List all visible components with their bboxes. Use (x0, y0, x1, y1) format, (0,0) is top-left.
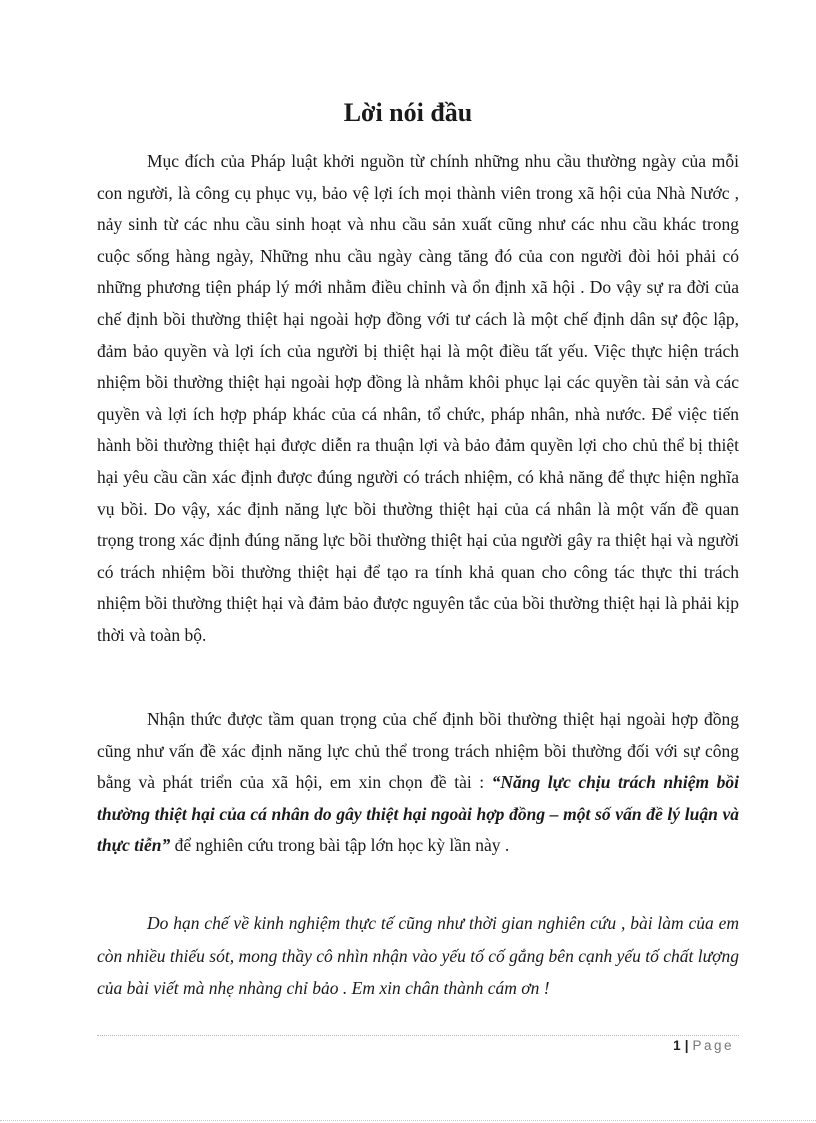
page-footer (673, 1038, 734, 1053)
page-bottom-edge (0, 1120, 816, 1121)
topic-title: “Năng lực chịu trách nhiệm bồi thường thiệt hại của cá nhân do gây thiệt hại ngoài hợp đồng – một số vấn đề lý luận và thực tiễn” (97, 772, 739, 856)
page-label: Page (692, 1038, 734, 1053)
paragraph-topic-intro: Nhận thức được tầm quan trọng của chế định bồi thường thiệt hại ngoài hợp đồng cũng như vấn đề xác định năng lực chủ thể trong trách nhiệm bồi thường đối với sự công bằng và phát triển của xã hội, em xin chọn đề tài : (97, 709, 739, 793)
paragraph-introduction: Mục đích của Pháp luật khởi nguồn từ chính những nhu cầu thường ngày của mỗi con người, là công cụ phục vụ, bảo vệ lợi ích mọi thành viên trong xã hội của Nhà Nước , nảy sinh từ các nhu cầu sinh hoạt và nhu cầu sản xuất cũng như các nhu cầu khác trong cuộc sống hàng ngày, Những nhu cầu ngày càng tăng đó của con người đòi hỏi phải có những phương tiện pháp lý mới nhằm điều chỉnh và ổn định xã hội . Do vậy sự ra đời của chế định bồi thường thiệt hại ngoài hợp đồng với tư cách là một chế định dân sự độc lập, đảm bảo quyền và lợi ích của người bị thiệt hại là một điều tất yếu. Việc thực hiện trách nhiệm bồi thường thiệt hại ngoài hợp đồng là nhằm khôi phục lại các quyền tài sản và các quyền và lợi ích hợp pháp khác của cá nhân, tổ chức, pháp nhân, nhà nước. Để việc tiến hành bồi thường thiệt hại được diễn ra thuận lợi và bảo đảm quyền lợi cho chủ thể bị thiệt hại yêu cầu cần xác định được đúng người có trách nhiệm, có khả năng để thực hiện nghĩa vụ bồi. Do vậy, xác định năng lực bồi thường thiệt hại của cá nhân là một vấn đề quan trọng trong xác định đúng năng lực bồi thường thiệt hại của người gây ra thiệt hại và người có trách nhiệm bồi thường thiệt hại để tạo ra tính khả quan cho công tác thực thi trách nhiệm bồi thường thiệt hại và đảm bảo được nguyên tắc của bồi thường thiệt hại là phải kịp thời và toàn bộ. (97, 151, 739, 645)
page-title: Lời nói đầu (343, 98, 473, 127)
page-number: 1 (673, 1038, 681, 1053)
footer-separator: | (684, 1038, 689, 1053)
paragraph-topic-outro: để nghiên cứu trong bài tập lớn học kỳ lần này . (170, 835, 510, 856)
paragraph-topic-selection (97, 704, 739, 862)
footer-divider (97, 1035, 739, 1036)
paragraph-acknowledgement: Do hạn chế về kinh nghiệm thực tế cũng như thời gian nghiên cứu , bài làm của em còn nhiều thiếu sót, mong thầy cô nhìn nhận vào yếu tố cố gắng bên cạnh yếu tố chất lượng của bài viết mà nhẹ nhàng chỉ bảo . Em xin chân thành cám ơn ! (97, 913, 739, 998)
